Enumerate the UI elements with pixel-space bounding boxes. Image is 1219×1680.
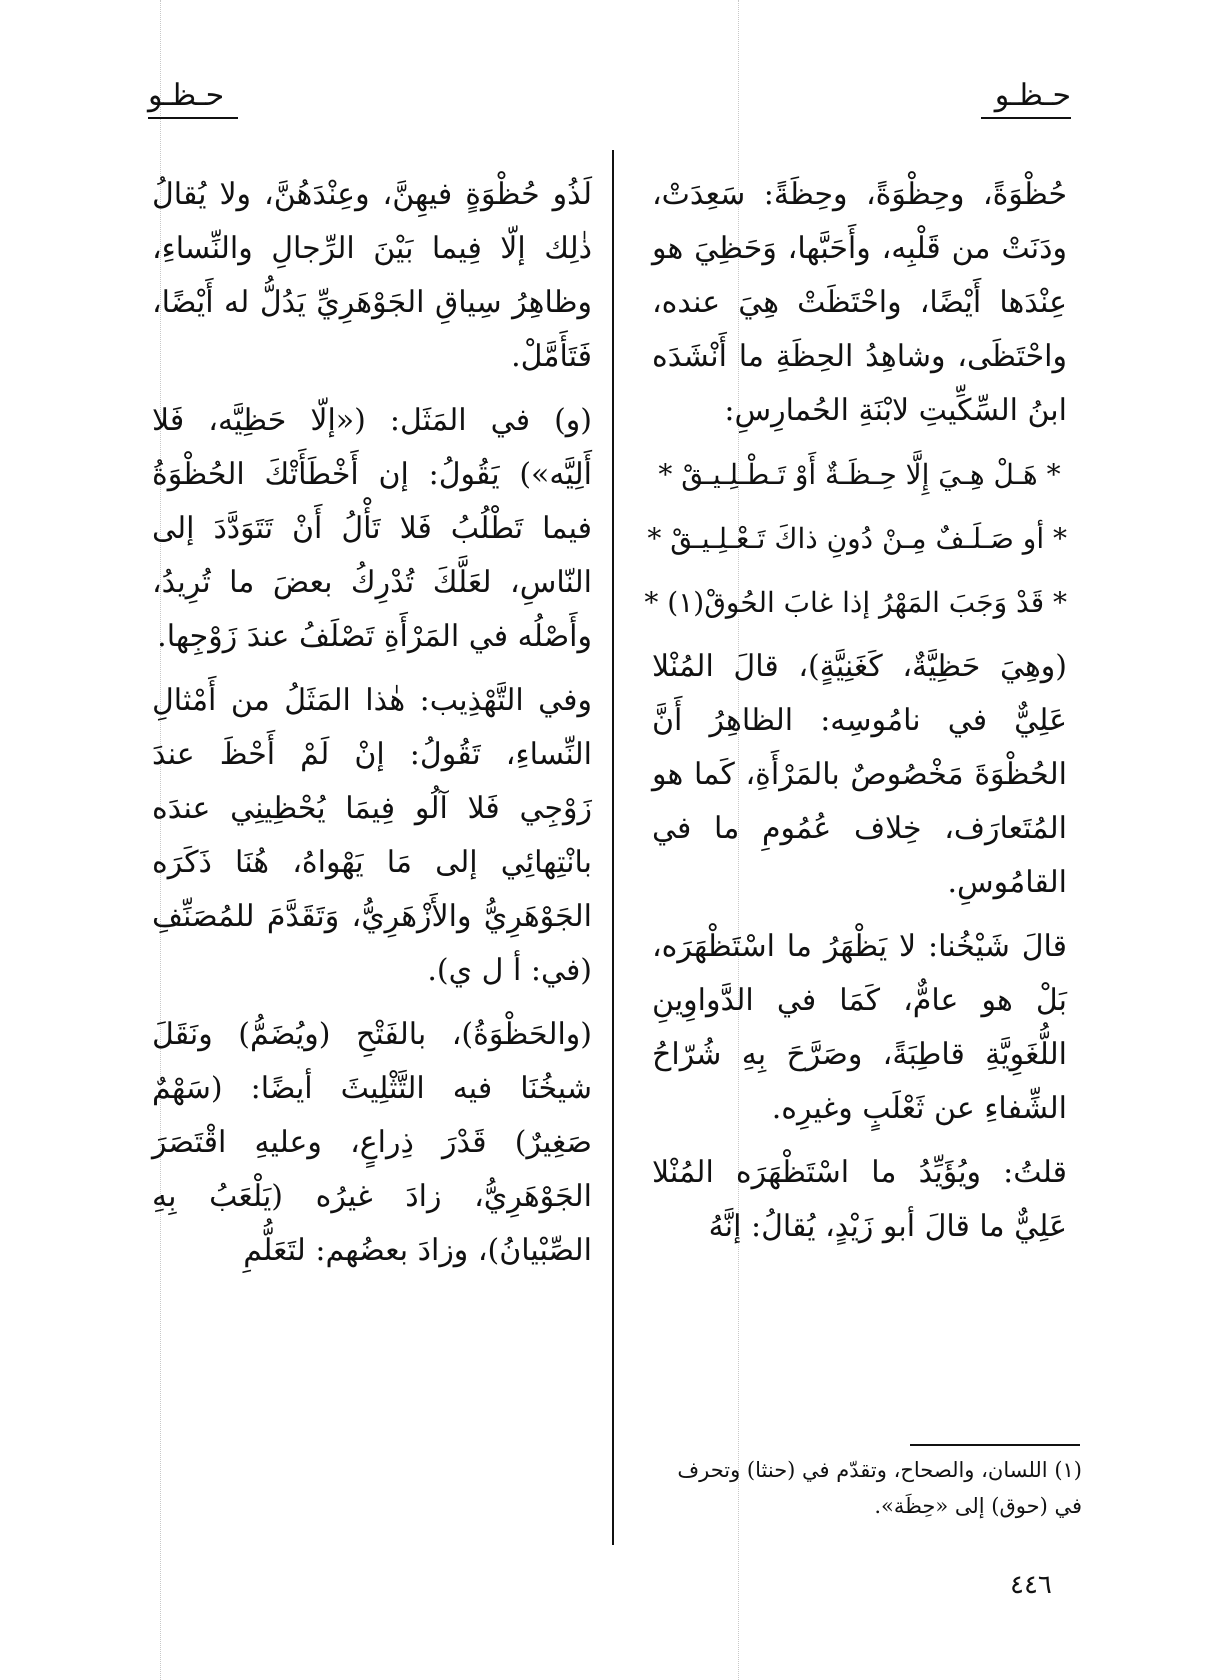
paragraph: وفي التَّهْذِيب: هٰذا المَثَلُ من أَمْثالِ النِّساءِ، تَقُولُ: إنْ لَمْ أَحْظَ عندَ زَوْجِي فَلا آلُو فِيمَا يُحْظِينِي عندَه بانْتِهائِي إلى مَا يَهْواهُ، هُنَا ذَكَرَه الجَوْهَرِيُّ والأَزْهَرِيُّ، وَتَقَدَّمَ للمُصَنِّفِ (في: أ ل ي). <box>152 683 592 988</box>
footnote-rule <box>910 1444 1080 1446</box>
running-header-left: حـظـو <box>148 78 238 119</box>
footnote: (١) اللسان، والصحاح، وتقدّم في (حنثا) وتحرف في (حوق) إلى «حِظَة». <box>677 1458 1082 1518</box>
paragraph: لَذُو حُظْوَةٍ فيهِنَّ، وعِنْدَهُنَّ، ولا يُقالُ ذٰلِك إلّا فِيما بَيْنَ الرِّجالِ والنِّساءِ، وظاهِرُ سِياقِ الجَوْهَرِيِّ يَدُلُّ له أَيْضًا، فَتَأَمَّلْ. <box>152 177 592 374</box>
left-column <box>152 168 592 1288</box>
right-column <box>644 168 1067 1264</box>
paragraph: قلتُ: ويُؤَيِّدُ ما اسْتَظْهَرَه المُنْلا عَلِيٌّ ما قالَ أبو زَيْدٍ، يُقالُ: إنَّهُ <box>652 1155 1067 1244</box>
verse-line: * هَـلْ هِـيَ إِلَّا حِـظَـةٌ أَوْ تَـطْـلِـيـقْ * <box>658 458 1061 491</box>
paragraph: (والحَظْوَةُ)، بالفَتْحِ (ويُضَمُّ) ونَقَلَ شيخُنَا فيه التَّثْلِيثَ أيضًا: (سَهْمٌ صَغِيرٌ) قَدْرَ ذِراعٍ، وعليهِ اقْتَصَرَ الجَوْهَرِيُّ، زادَ غيرُه (يَلْعَبُ بِهِ الصِّبْيانُ)، وزادَ بعضُهم: لتَعَلُّمِ <box>152 1017 592 1268</box>
page-number: ٤٤٦ <box>1010 1570 1052 1600</box>
verse-line: * أو صَـلَـفٌ مِـنْ دُونِ ذاكَ تَـعْـلِـيـقْ * <box>647 522 1067 555</box>
paragraph: قالَ شَيْخُنا: لا يَظْهَرُ ما اسْتَظْهَرَه، بَلْ هو عامٌّ، كَمَا في الدَّواوِينِ اللُّغَوِيَّةِ قاطِبَةً، وصَرَّحَ بِهِ شُرّاحُ الشِّفاءِ عن ثَعْلَبٍ وغيرِه. <box>652 929 1067 1126</box>
paragraph: حُظْوَةً، وحِظْوَةً، وحِظَةً: سَعِدَتْ، ودَنَتْ من قَلْبِه، وأَحَبَّها، وَحَظِيَ هو عِنْدَها أَيْضًا، واحْتَظَتْ هِيَ عنده، واحْتَظَى، وشاهِدُ الحِظَةِ ما أَنْشَدَه ابنُ السِّكِّيتِ لابْنَةِ الحُمارِسِ: <box>652 177 1067 428</box>
verse-line: * قَدْ وَجَبَ المَهْرُ إذا غابَ الحُوقْ(١) * <box>644 586 1067 619</box>
running-header-right: حـظـو <box>981 78 1071 119</box>
paragraph: (وهِيَ حَظِيَّةٌ، كَغَنِيَّةٍ)، قالَ المُنْلا عَلِيٌّ في نامُوسِه: الظاهِرُ أَنَّ الحُظْوَةَ مَخْصُوصٌ بالمَرْأَةِ، كَما هو المُتَعارَف، خِلاف عُمُومِ ما في القامُوسِ. <box>652 649 1067 900</box>
column-divider <box>612 150 614 1545</box>
paragraph: (و) في المَثَل: («إلّا حَظِيَّه، فَلا أَلِيَّه») يَقُولُ: إن أَخْطَأَتْكَ الحُظْوَةُ فيما تَطْلُبُ فَلا تَأْلُ أَنْ تَتَوَدَّدَ إلى النّاسِ، لعَلَّكَ تُدْرِكُ بعضَ ما تُرِيدُ، وأَصْلُه في المَرْأَةِ تَصْلَفُ عندَ زَوْجِها. <box>152 403 592 654</box>
